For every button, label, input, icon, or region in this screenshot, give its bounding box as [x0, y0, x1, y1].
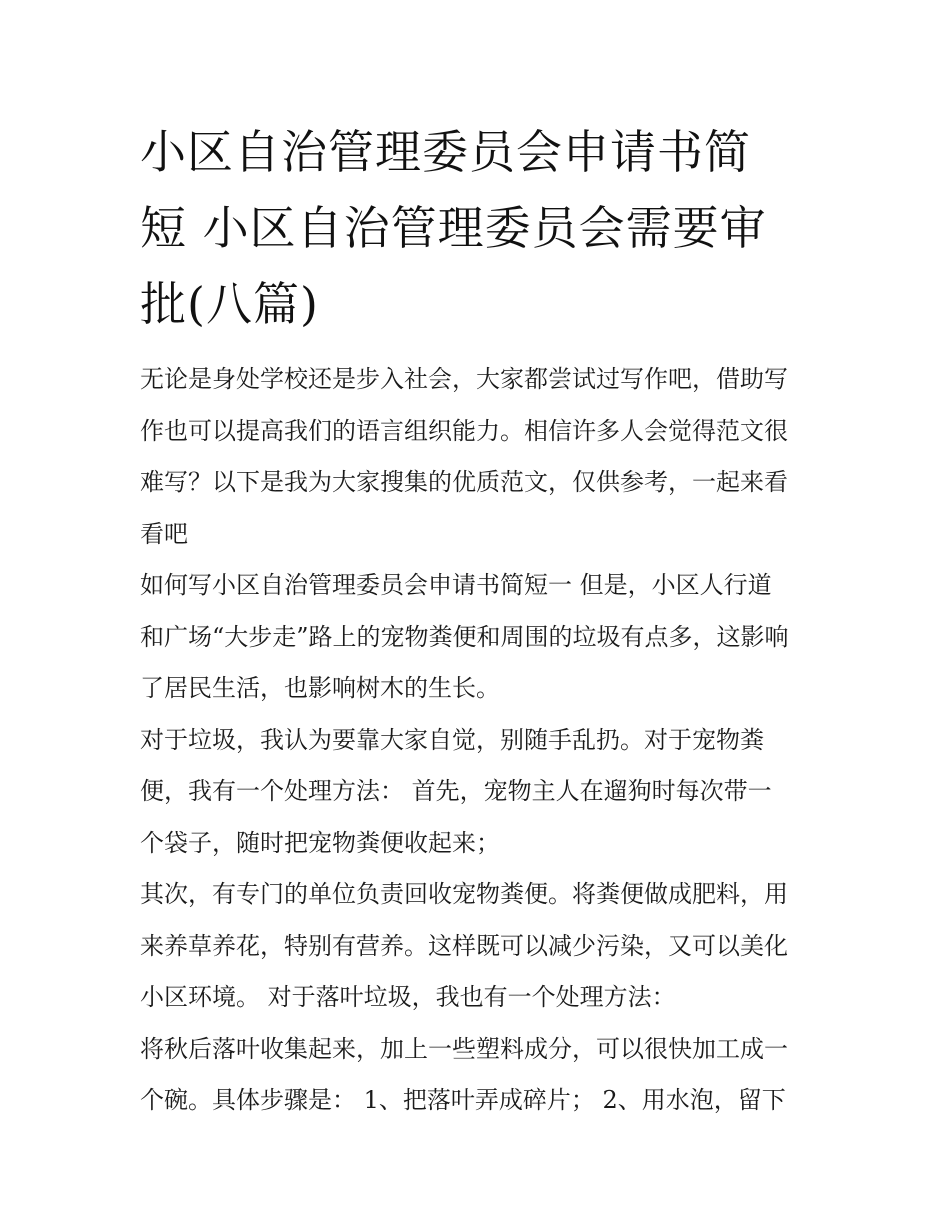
- document-content: [140, 114, 812, 1127]
- paragraph-recycling: [140, 869, 812, 1024]
- paragraph-problem: [140, 560, 812, 715]
- text-line: 作也可以提高我们的语言组织能力。相信许多人会觉得范文很: [140, 416, 788, 445]
- title-line: 短 小区自治管理委员会需要审: [140, 201, 767, 255]
- paragraph-leaves-method: [140, 1024, 812, 1127]
- text-line: 看吧: [140, 519, 188, 548]
- title-line: 小区自治管理委员会申请书简: [140, 125, 751, 179]
- document-body: [140, 354, 812, 1127]
- paragraph-intro: [140, 354, 812, 560]
- text-line: 个袋子，随时把宠物粪便收起来；: [140, 828, 500, 857]
- title-line: 批(八篇): [140, 277, 319, 331]
- text-line: 难写？以下是我为大家搜集的优质范文，仅供参考，一起来看: [140, 468, 788, 496]
- text-line: 来养草养花，特别有营养。这样既可以减少污染，又可以美化: [140, 931, 788, 960]
- text-line: 便，我有一个处理方法： 首先，宠物主人在遛狗时每次带一: [140, 777, 772, 805]
- paragraph-garbage-method: [140, 715, 812, 870]
- text-line: 如何写小区自治管理委员会申请书简短一 但是，小区人行道: [140, 571, 772, 599]
- text-line: 和广场“大步走”路上的宠物粪便和周围的垃圾有点多，这影响: [140, 622, 789, 651]
- text-line: 其次，有专门的单位负责回收宠物粪便。将粪便做成肥料，用: [140, 880, 788, 908]
- text-line: 个碗。具体步骤是： 1、把落叶弄成碎片； 2、用水泡，留下: [140, 1086, 786, 1114]
- text-line: 无论是身处学校还是步入社会，大家都尝试过写作吧，借助写: [140, 365, 788, 393]
- text-line: 对于垃圾，我认为要靠大家自觉，别随手乱扔。对于宠物粪: [140, 725, 764, 754]
- text-line: 了居民生活，也影响树木的生长。: [140, 674, 500, 702]
- text-line: 将秋后落叶收集起来，加上一些塑料成分，可以很快加工成一: [140, 1034, 788, 1063]
- document-title: [140, 114, 812, 342]
- text-line: 小区环境。 对于落叶垃圾，我也有一个处理方法：: [140, 983, 676, 1011]
